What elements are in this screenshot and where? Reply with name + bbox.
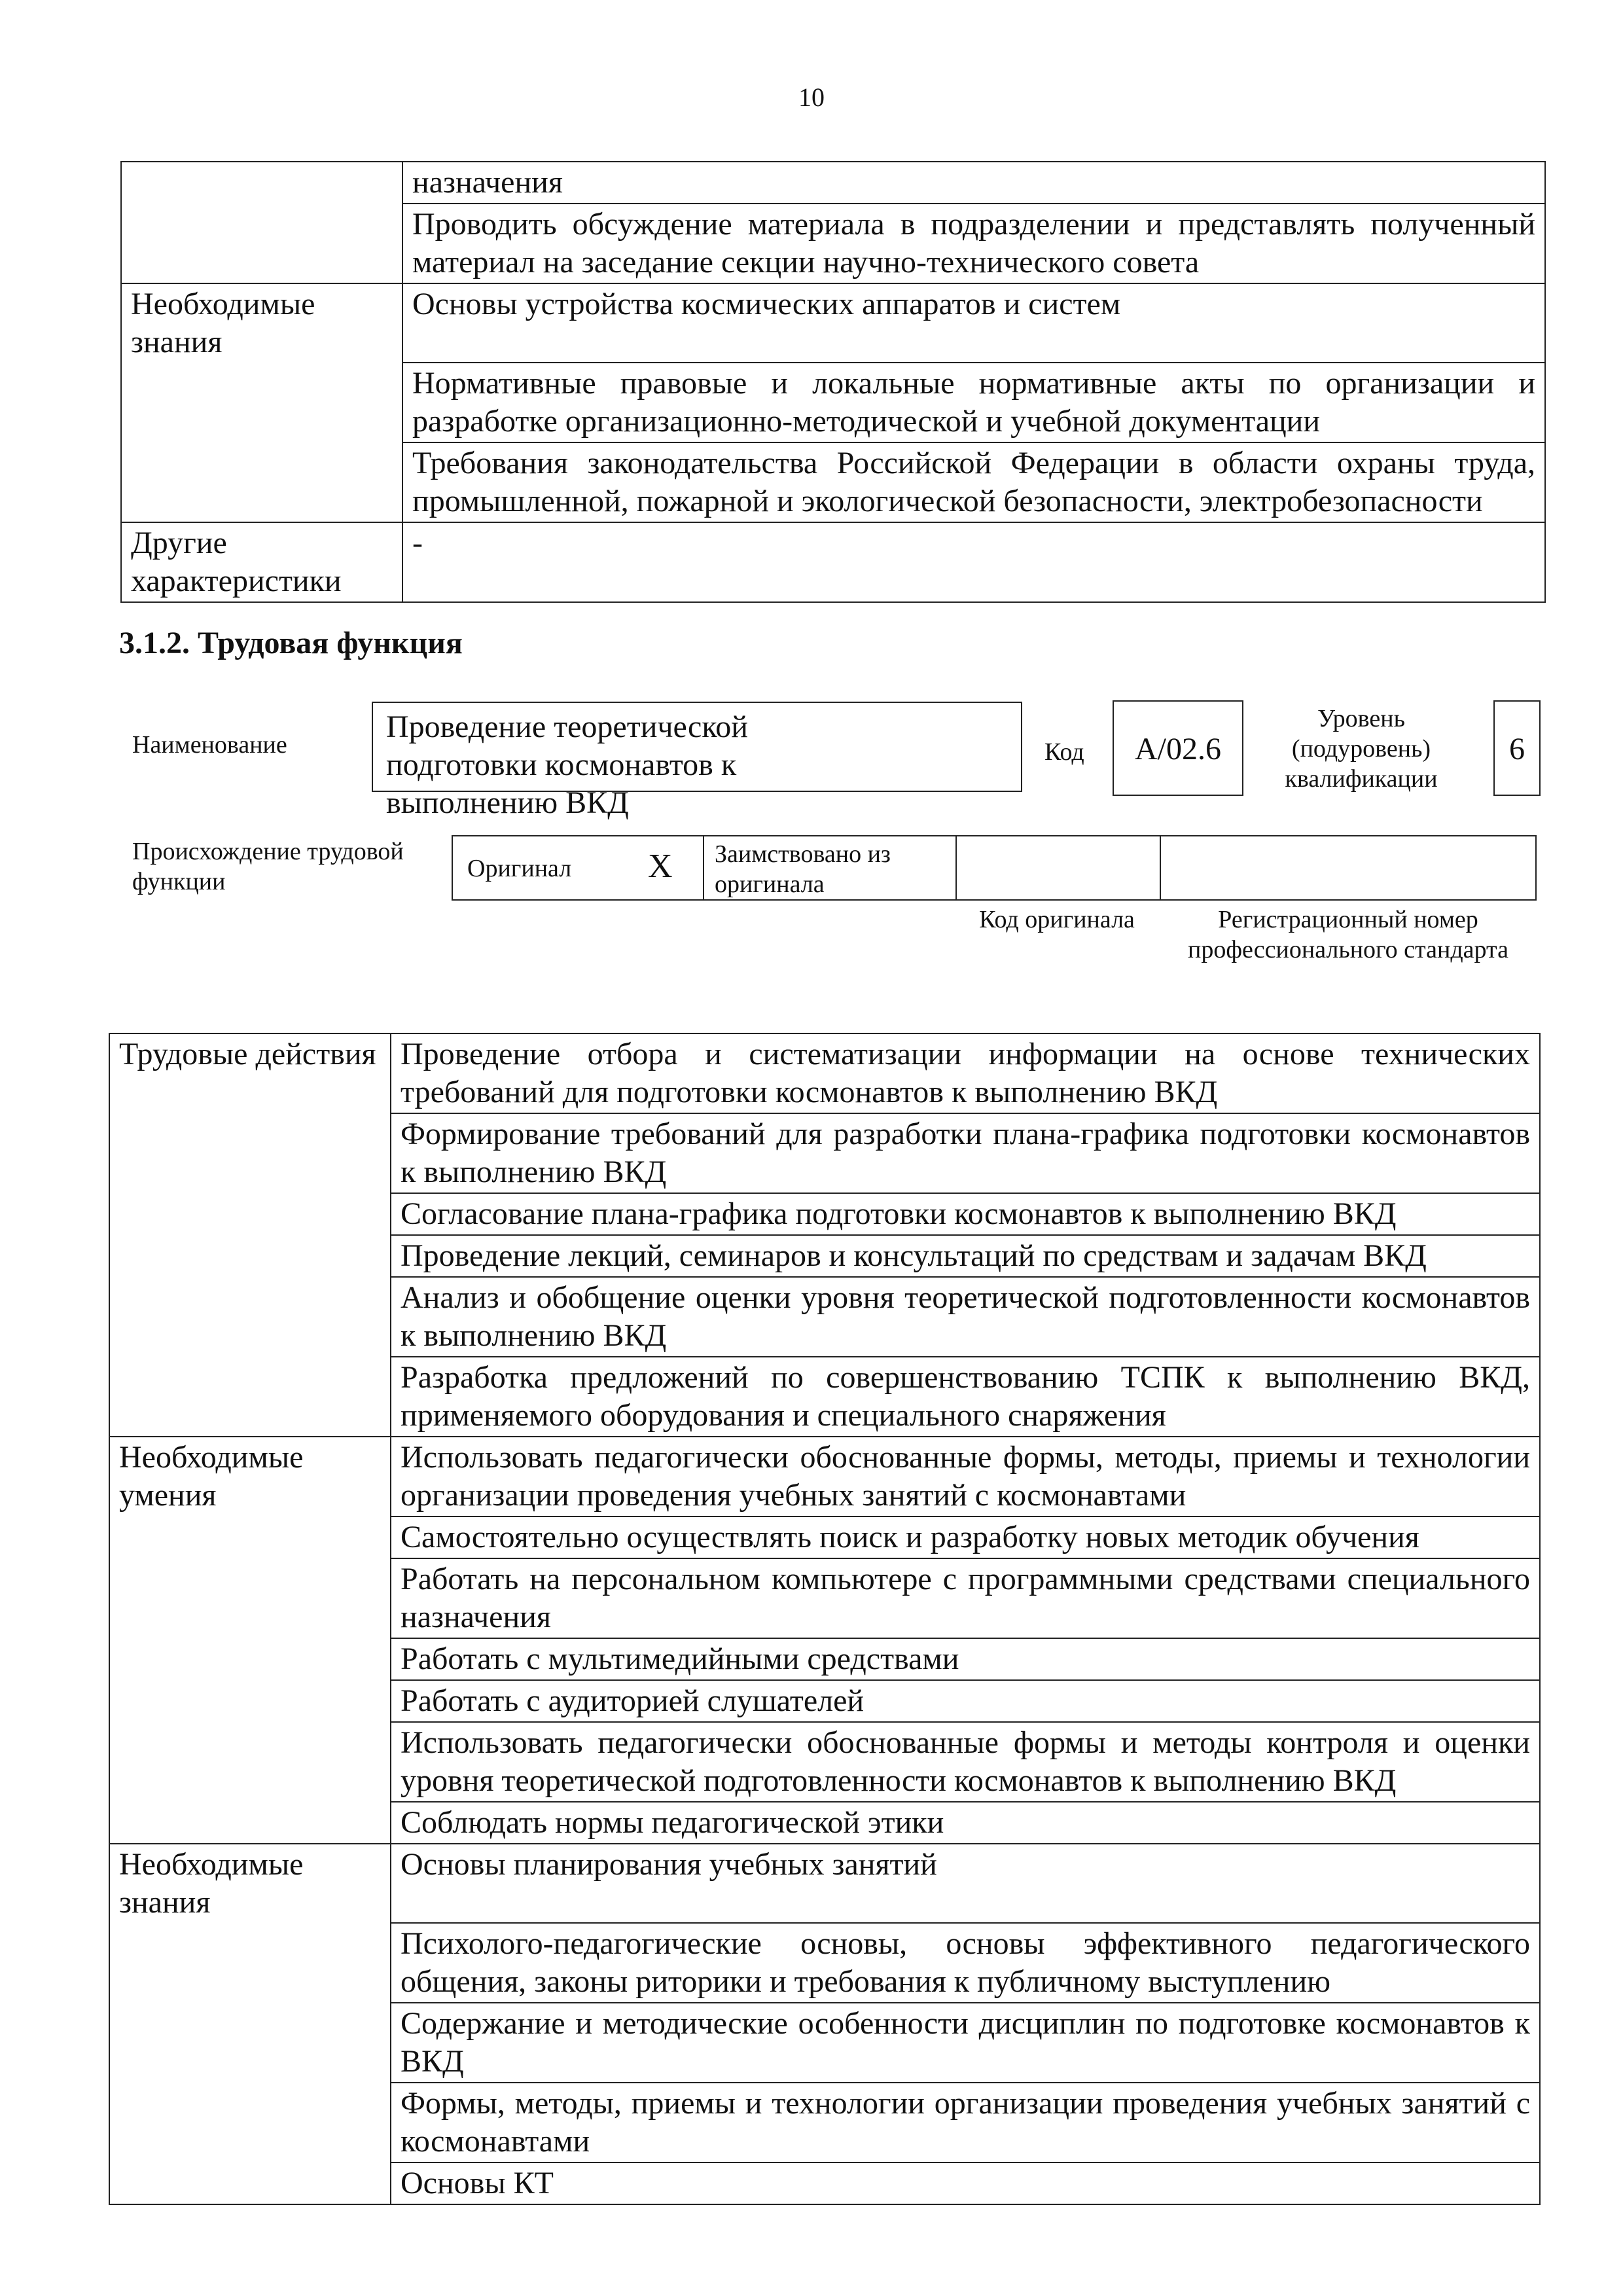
row-item-cell: Формы, методы, приемы и технологии организации проведения учебных занятий с космонавтами bbox=[391, 2083, 1540, 2162]
table-row bbox=[121, 522, 1545, 602]
code-label: Код bbox=[1044, 738, 1084, 766]
row-item-cell: - bbox=[402, 522, 1545, 602]
table-row bbox=[121, 204, 1545, 283]
table-row bbox=[109, 1802, 1540, 1844]
divider bbox=[703, 836, 704, 899]
table-row bbox=[109, 1437, 1540, 1516]
row-item-cell: Работать с мультимедийными средствами bbox=[391, 1638, 1540, 1680]
row-item-cell: Основы КТ bbox=[391, 2162, 1540, 2204]
table-row bbox=[109, 1844, 1540, 1923]
row-label-cell bbox=[109, 1680, 391, 1722]
row-label-cell: Трудовые действия bbox=[109, 1033, 391, 1113]
row-label-cell bbox=[109, 2003, 391, 2083]
row-item-cell: Формирование требований для разработки плана-графика подготовки космонавтов к выполнению ВКД bbox=[391, 1113, 1540, 1193]
table-row bbox=[109, 2083, 1540, 2162]
level-value-box bbox=[1493, 700, 1541, 796]
row-label-cell bbox=[109, 1113, 391, 1193]
borrowed-label: Заимствовано из оригинала bbox=[715, 840, 891, 898]
section-title: 3.1.2. Трудовая функция bbox=[119, 626, 463, 660]
table-row bbox=[109, 1638, 1540, 1680]
table-row bbox=[109, 1357, 1540, 1437]
divider bbox=[955, 836, 957, 899]
page-number: 10 bbox=[798, 82, 825, 112]
row-label-cell: Необходимые знания bbox=[109, 1844, 391, 1923]
row-item-cell: Разработка предложений по совершенствованию ТСПК к выполнению ВКД, применяемого оборудования и специального снаряжения bbox=[391, 1357, 1540, 1437]
row-label-cell bbox=[109, 2083, 391, 2162]
row-item-cell: Работать на персональном компьютере с программными средствами специального назначения bbox=[391, 1558, 1540, 1638]
table-row bbox=[109, 1113, 1540, 1193]
row-item-cell: Использовать педагогически обоснованные формы и методы контроля и оценки уровня теоретической подготовленности космонавтов к выполнению ВКД bbox=[391, 1722, 1540, 1802]
name-label: Наименование bbox=[132, 731, 287, 759]
row-label-cell bbox=[109, 1277, 391, 1357]
table-row bbox=[109, 1235, 1540, 1277]
labor-function-table bbox=[109, 1033, 1541, 2205]
original-label: Оригинал bbox=[467, 855, 572, 882]
table-row bbox=[109, 1277, 1540, 1357]
name-value: Проведение теоретической подготовки космонавтов к выполнению ВКД bbox=[386, 709, 748, 820]
row-label-cell bbox=[109, 1802, 391, 1844]
level-label: Уровень (подуровень) квалификации bbox=[1285, 705, 1438, 793]
row-item-cell: Проведение отбора и систематизации информации на основе технических требований для подготовки космонавтов к выполнению ВКД bbox=[391, 1033, 1540, 1113]
row-item-cell: назначения bbox=[402, 162, 1545, 204]
row-label-cell bbox=[109, 1193, 391, 1235]
level-value: 6 bbox=[1509, 732, 1525, 766]
row-item-cell: Соблюдать нормы педагогической этики bbox=[391, 1802, 1540, 1844]
table-row bbox=[121, 442, 1545, 522]
row-item-cell: Содержание и методические особенности дисциплин по подготовке космонавтов к ВКД bbox=[391, 2003, 1540, 2083]
code-value-box bbox=[1113, 700, 1243, 796]
row-item-cell: Согласование плана-графика подготовки космонавтов к выполнению ВКД bbox=[391, 1193, 1540, 1235]
row-item-cell: Основы устройства космических аппаратов и систем bbox=[402, 283, 1545, 363]
row-label-cell bbox=[109, 1923, 391, 2003]
row-label-cell bbox=[109, 1235, 391, 1277]
table-row bbox=[121, 363, 1545, 442]
row-item-cell: Нормативные правовые и локальные нормативные акты по организации и разработке организационно-методической и учебной документации bbox=[402, 363, 1545, 442]
row-label-cell bbox=[121, 363, 402, 442]
continuation-table bbox=[120, 161, 1546, 603]
row-label-cell bbox=[109, 1357, 391, 1437]
origin-label: Происхождение трудовой функции bbox=[132, 838, 404, 895]
table-row bbox=[109, 1516, 1540, 1558]
row-label-cell bbox=[109, 1558, 391, 1638]
row-item-cell: Анализ и обобщение оценки уровня теоретической подготовленности космонавтов к выполнению ВКД bbox=[391, 1277, 1540, 1357]
reg-number-label: Регистрационный номер профессионального стандарта bbox=[1188, 906, 1508, 963]
table-row bbox=[121, 162, 1545, 204]
row-item-cell: Работать с аудиторией слушателей bbox=[391, 1680, 1540, 1722]
table-row bbox=[109, 1033, 1540, 1113]
name-value-box bbox=[372, 702, 1022, 820]
row-label-cell bbox=[109, 1638, 391, 1680]
row-label-cell: Необходимые знания bbox=[121, 283, 402, 363]
code-value: А/02.6 bbox=[1135, 732, 1221, 766]
table-row bbox=[121, 283, 1545, 363]
table-row bbox=[109, 2162, 1540, 2204]
row-label-cell bbox=[121, 442, 402, 522]
row-label-cell: Необходимые умения bbox=[109, 1437, 391, 1516]
row-item-cell: Самостоятельно осуществлять поиск и разработку новых методик обучения bbox=[391, 1516, 1540, 1558]
row-label-cell bbox=[121, 204, 402, 283]
row-label-cell bbox=[109, 2162, 391, 2204]
row-item-cell: Использовать педагогически обоснованные формы, методы, приемы и технологии организации проведения учебных занятий с космонавтами bbox=[391, 1437, 1540, 1516]
table-row bbox=[109, 2003, 1540, 2083]
original-mark: X bbox=[648, 848, 673, 885]
table-row bbox=[109, 1558, 1540, 1638]
row-item-cell: Психолого-педагогические основы, основы эффективного педагогического общения, законы риторики и требования к публичному выступлению bbox=[391, 1923, 1540, 2003]
row-label-cell bbox=[121, 162, 402, 204]
table-row bbox=[109, 1923, 1540, 2003]
row-label-cell bbox=[109, 1516, 391, 1558]
row-label-cell bbox=[109, 1722, 391, 1802]
code-original-label: Код оригинала bbox=[979, 906, 1135, 933]
divider bbox=[1160, 836, 1161, 899]
table-row bbox=[109, 1722, 1540, 1802]
table-row bbox=[109, 1193, 1540, 1235]
table-row bbox=[109, 1680, 1540, 1722]
row-item-cell: Требования законодательства Российской Федерации в области охраны труда, промышленной, пожарной и экологической безопасности, электробезопасности bbox=[402, 442, 1545, 522]
row-item-cell: Основы планирования учебных занятий bbox=[391, 1844, 1540, 1923]
row-item-cell: Проведение лекций, семинаров и консультаций по средствам и задачам ВКД bbox=[391, 1235, 1540, 1277]
origin-table bbox=[452, 835, 1537, 901]
row-label-cell: Другие характеристики bbox=[121, 522, 402, 602]
row-item-cell: Проводить обсуждение материала в подразделении и представлять полученный материал на заседание секции научно-технического совета bbox=[402, 204, 1545, 283]
